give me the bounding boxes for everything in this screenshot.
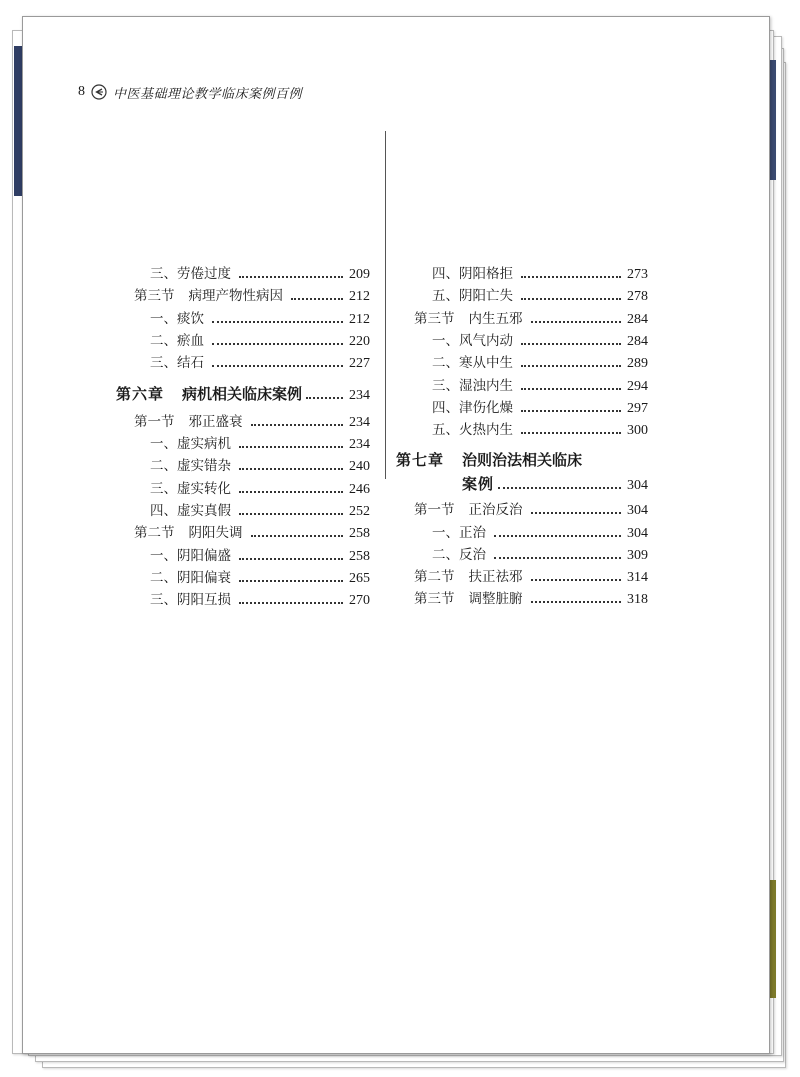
dot-leader (521, 298, 621, 300)
toc-entry-title: 三、湿浊内生 (432, 378, 513, 394)
running-header (78, 82, 302, 102)
toc-entry-title: 一、正治 (432, 525, 486, 541)
toc-page-number: 209 (349, 267, 370, 282)
toc-page-number: 252 (349, 504, 370, 519)
toc-entry-title: 一、虚实病机 (150, 436, 231, 452)
dot-leader (239, 580, 343, 582)
toc-subsection-entry[interactable] (432, 418, 648, 440)
dot-leader (212, 321, 343, 323)
toc-entry-title: 三、虚实转化 (150, 481, 231, 497)
dot-leader (212, 343, 343, 345)
dot-leader (291, 298, 343, 300)
toc-section-number: 第二节 (134, 525, 175, 541)
dot-leader (251, 424, 344, 426)
toc-page-number: 240 (349, 459, 370, 474)
toc-entry-title: 三、劳倦过度 (150, 266, 231, 282)
toc-section-title: 扶正祛邪 (468, 569, 523, 585)
toc-page-number: 318 (627, 592, 648, 607)
toc-subsection-entry[interactable] (150, 262, 370, 284)
toc-chapter-number: 第六章 (116, 385, 165, 403)
dot-leader (212, 365, 343, 367)
toc-section-entry[interactable] (134, 521, 370, 543)
dot-leader (521, 388, 621, 390)
dot-leader (239, 491, 343, 493)
toc-section-number: 第二节 (414, 569, 455, 585)
dot-leader (239, 602, 343, 604)
toc-section-title: 正治反治 (468, 502, 523, 518)
toc-entry-title: 二、虚实错杂 (150, 458, 231, 474)
dot-leader (306, 397, 343, 399)
toc-subsection-entry[interactable] (150, 477, 370, 499)
toc-entry-title: 一、风气内动 (432, 333, 513, 349)
toc-section-title: 阴阳失调 (188, 525, 243, 541)
dot-leader (239, 446, 343, 448)
toc-entry-title: 四、津伤化燥 (432, 400, 513, 416)
toc-section-entry[interactable] (134, 410, 370, 432)
toc-subsection-entry[interactable] (432, 262, 648, 284)
toc-page-number: 314 (627, 570, 648, 585)
toc-section-entry[interactable] (414, 307, 648, 329)
toc-entry-title: 五、阴阳亡失 (432, 288, 513, 304)
dot-leader (521, 276, 621, 278)
toc-page-number: 270 (349, 593, 370, 608)
toc-subsection-entry[interactable] (432, 374, 648, 396)
toc-page-number: 294 (627, 379, 648, 394)
dot-leader (531, 601, 622, 603)
toc-page-number: 304 (627, 526, 648, 541)
toc-section-title: 邪正盛衰 (188, 414, 243, 430)
toc-page-number: 278 (627, 289, 648, 304)
toc-entry-title: 二、反治 (432, 547, 486, 563)
toc-section-entry[interactable] (414, 587, 648, 609)
toc-subsection-entry[interactable] (432, 521, 648, 543)
dot-leader (531, 579, 622, 581)
dot-leader (239, 558, 343, 560)
dot-leader (239, 468, 343, 470)
toc-subsection-entry[interactable] (150, 499, 370, 521)
toc-entry-title: 四、阴阳格拒 (432, 266, 513, 282)
toc-subsection-entry[interactable] (150, 307, 370, 329)
toc-page-number: 284 (627, 334, 648, 349)
toc-page-number: 304 (627, 478, 648, 493)
toc-section-title: 病理产物性病因 (188, 288, 283, 304)
toc-subsection-entry[interactable] (432, 396, 648, 418)
toc-page-number: 284 (627, 312, 648, 327)
toc-subsection-entry[interactable] (432, 543, 648, 565)
toc-section-number: 第三节 (134, 288, 175, 304)
toc-chapter-title-line2: 案例 (462, 475, 495, 493)
toc-page-number: 289 (627, 356, 648, 371)
toc-page-number: 246 (349, 482, 370, 497)
toc-page-number: 297 (627, 401, 648, 416)
dot-leader (521, 343, 621, 345)
toc-entry-title: 四、虚实真假 (150, 503, 231, 519)
toc-entry-title: 三、阴阳互损 (150, 592, 231, 608)
toc-section-number: 第一节 (414, 502, 455, 518)
toc-section-number: 第三节 (414, 311, 455, 327)
toc-chapter-heading-continued[interactable] (462, 473, 648, 495)
dot-leader (498, 487, 621, 489)
toc-chapter-heading[interactable] (396, 449, 648, 471)
dot-leader (494, 535, 621, 537)
book-title: 中医基础理论教学临床案例百例 (113, 86, 303, 102)
dot-leader (239, 513, 343, 515)
dot-leader (521, 365, 621, 367)
toc-page-number: 227 (349, 356, 370, 371)
toc-section-number: 第三节 (414, 591, 455, 607)
toc-entry-title: 三、结石 (150, 355, 204, 371)
toc-page-number: 309 (627, 548, 648, 563)
toc-section-entry[interactable] (414, 498, 648, 520)
toc-subsection-entry[interactable] (150, 544, 370, 566)
toc-section-title: 调整脏腑 (468, 591, 523, 607)
toc-chapter-title: 治则治法相关临床 (462, 451, 583, 469)
dot-leader (531, 512, 622, 514)
toc-entry-title: 二、瘀血 (150, 333, 204, 349)
toc-subsection-entry[interactable] (432, 284, 648, 306)
toc-entry-title: 二、阴阳偏衰 (150, 570, 231, 586)
toc-subsection-entry[interactable] (432, 329, 648, 351)
dot-leader (494, 557, 621, 559)
toc-section-title: 内生五邪 (468, 311, 523, 327)
cover-edge-stripe (770, 60, 776, 180)
toc-chapter-number: 第七章 (396, 451, 445, 469)
dot-leader (251, 535, 344, 537)
toc-page-number: 234 (349, 437, 370, 452)
column-divider (385, 131, 386, 479)
dot-leader (239, 276, 343, 278)
dot-leader (521, 432, 621, 434)
toc-page-number: 265 (349, 571, 370, 586)
toc-subsection-entry[interactable] (150, 351, 370, 373)
toc-page-number: 212 (349, 289, 370, 304)
toc-page-number: 258 (349, 549, 370, 564)
toc-page-number: 304 (627, 503, 648, 518)
toc-section-entry[interactable] (414, 565, 648, 587)
toc-page-number: 220 (349, 334, 370, 349)
toc-subsection-entry[interactable] (150, 566, 370, 588)
page-number: 8 (78, 84, 85, 99)
toc-entry-title: 五、火热内生 (432, 422, 513, 438)
toc-chapter-heading[interactable] (116, 383, 370, 405)
toc-entry-title: 一、阴阳偏盛 (150, 548, 231, 564)
toc-subsection-entry[interactable] (432, 351, 648, 373)
toc-subsection-entry[interactable] (150, 329, 370, 351)
toc-subsection-entry[interactable] (150, 432, 370, 454)
toc-entry-title: 一、痰饮 (150, 311, 204, 327)
back-arrow-circle-icon (91, 84, 107, 100)
toc-page-number: 234 (349, 388, 370, 403)
toc-entry-title: 二、寒从中生 (432, 355, 513, 371)
toc-page-number: 258 (349, 526, 370, 541)
toc-section-entry[interactable] (134, 284, 370, 306)
dot-leader (531, 321, 622, 323)
toc-section-number: 第一节 (134, 414, 175, 430)
toc-subsection-entry[interactable] (150, 588, 370, 610)
toc-page-number: 234 (349, 415, 370, 430)
toc-page-number: 300 (627, 423, 648, 438)
toc-subsection-entry[interactable] (150, 454, 370, 476)
toc-page-number: 212 (349, 312, 370, 327)
toc-page-number: 273 (627, 267, 648, 282)
toc-chapter-title: 病机相关临床案例 (182, 385, 303, 403)
dot-leader (521, 410, 621, 412)
